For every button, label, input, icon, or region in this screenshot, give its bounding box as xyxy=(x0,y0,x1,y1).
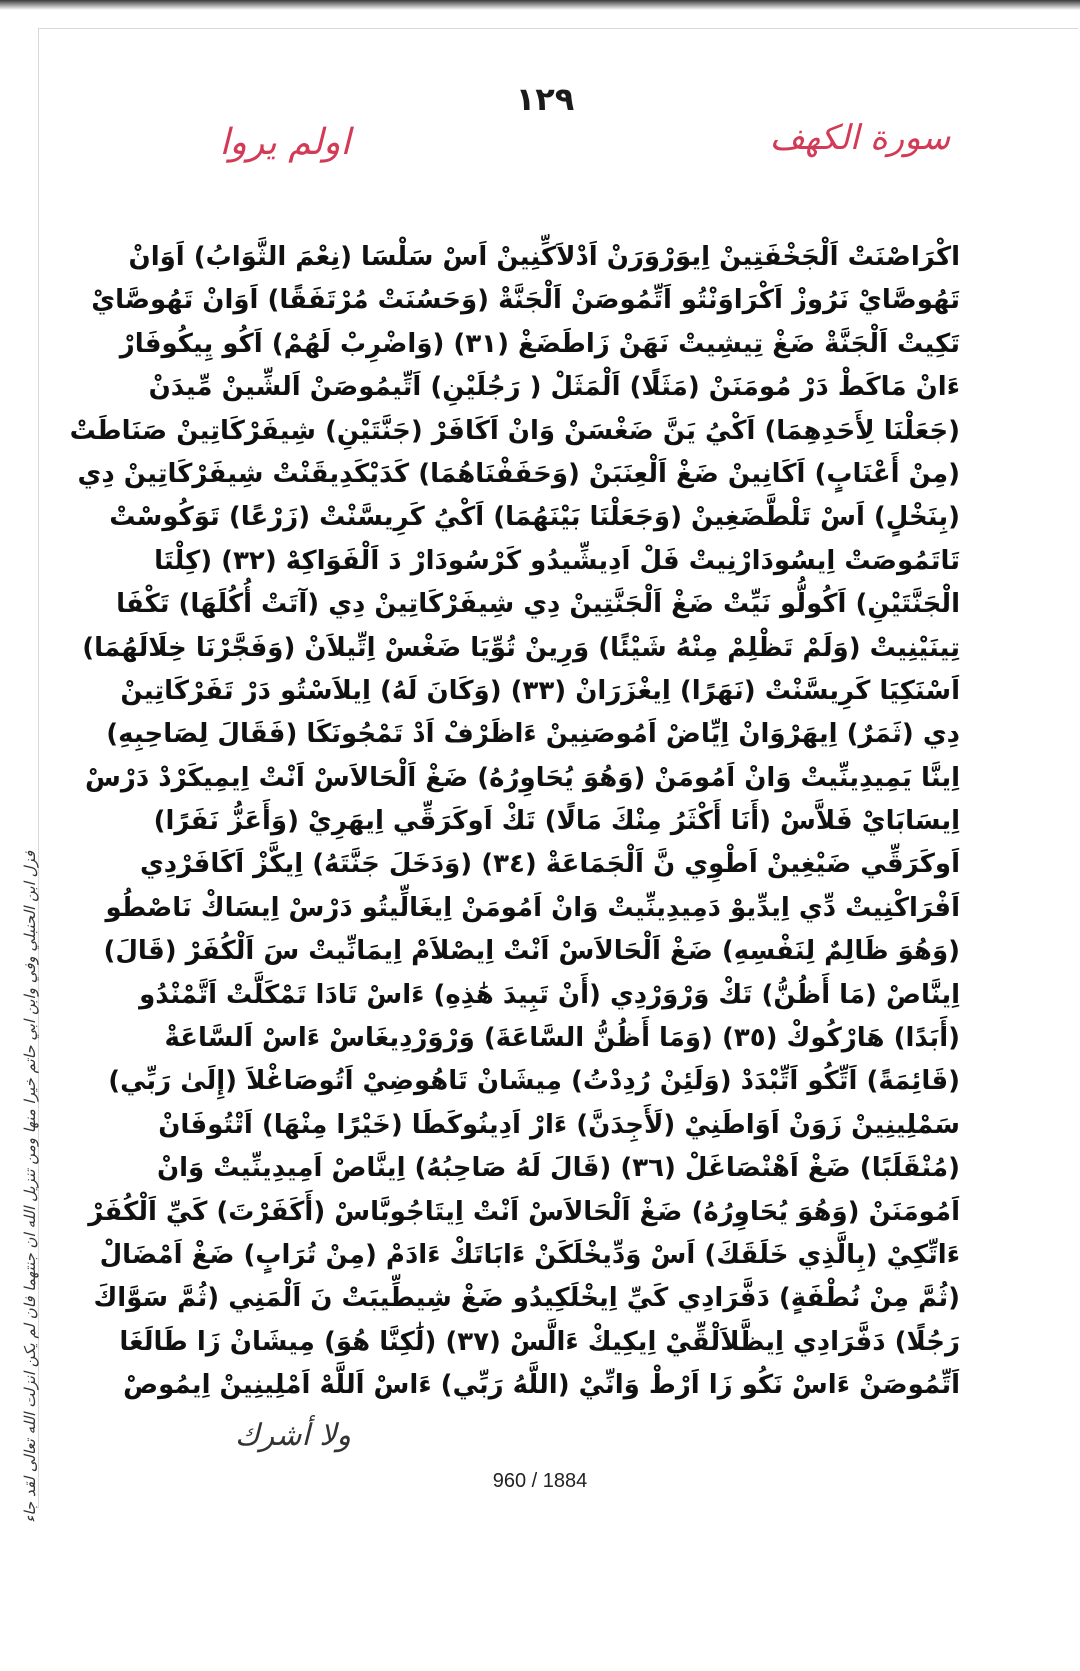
text-line: تَاتَمُوصَتْ اِيسُودَارْنِيتْ فَلْ اَدِيشِّيدُو كَرْسُودَارْ دَ اَلْفَوَاكِهْ (٣٢) (كِلْتَا xyxy=(154,545,960,576)
text-line: اَسْنَكِيَا كَرِيسَّنْتْ (نَهَرًا) اِيغْزَرَانْ (٣٣) (وَكَانَ لَهُ) اِيلاَسْتُو دَرْ تَفَرْكَاتِينْ xyxy=(120,675,960,706)
handwritten-margin-note: فزل ابن الحنبلي وفي وابن ابي حاتم خيرا منها ومن تنزيل الله ان جنتهما فان لم يكن انزلت الله تعالى لقد جاء xyxy=(21,851,39,1523)
text-line: اِينَّا يَمِيدِينِّيتْ وَانْ اَمُومَنْ (وَهُوَ يُحَاوِرُهُ) ضَغْ اَلْحَالاَسْ اَنْتْ اِيمِيكَرْدْ دَرْسْ xyxy=(84,762,960,793)
text-line: (مِنْ أَعْنَابٍ) اَكَانِينْ ضَغْ اَلْعِنَبَنْ (وَحَفَفْنَاهُمَا) كَدَيْكَدِيقَنْتْ شِيفَرْكَاتِينْ دِي xyxy=(77,458,960,489)
text-line: تَكِيتْ اَلْجَنَّةْ ضَغْ تِيشِيتْ نَهَنْ زَاطَضَغْ (٣١) (وَاضْرِبْ لَهُمْ) اَكُو يِيكُوفَارْ xyxy=(119,328,960,359)
text-line: سَمْلِينِينْ زَوَنْ اَوَاطَنِيْ (لَأَجِدَنَّ) ءَارْ اَدِينُوكَطَا (خَيْرًا مِنْهَا) اَتْتُوفَانْ xyxy=(158,1109,960,1140)
text-line: (ثُمَّ مِنْ نُطْفَةٍ) دَفَّرَادِي كَيِّ اِيخْلَكِيدُو ضَغْ شِيطِّيبَتْ نَ اَلْمَنِي (ثُمَّ سَوَّاكَ xyxy=(93,1283,960,1314)
text-line: (بِنَخْلٍ) اَسْ تَلْطَّضَغِينْ (وَجَعَلْنَا بَيْنَهُمَا) اَكْيُ كَرِيسَّنْتْ (زَرْعًا) تَوَكُوسْتْ xyxy=(109,502,960,533)
text-line: (جَعَلْنَا لِأَحَدِهِمَا) اَكْيُ يَنَّ ضَغْسَنْ وَانْ اَكَافَرْ (جَنَّتَيْنِ) شِيفَرْكَاتِينْ صَنَاطَتْ xyxy=(69,415,960,446)
manuscript-body xyxy=(69,236,960,1408)
text-line: اِينَّاصْ (مَا أَظُنُّ) تَكْ وَرْوَرْدِي (أَنْ تَبِيدَ هَٰذِهِ) ءَاسْ تَادَا تَمْكَلَّتْ اَتَّمْنْدُو xyxy=(139,979,960,1010)
text-line: اَفْرَاكْنِيتْ دِّي اِيدِّيوْ دَمِيدِينِّيتْ وَانْ اَمُومَنْ اِيغَالِّيتُو دَرْسْ اِيسَاكْ نَاصْطُو xyxy=(105,892,960,923)
text-line: (مُنْقَلَبًا) ضَغْ اَهْنْصَاغَلْ (٣٦) (قَالَ لَهُ صَاحِبُهُ) اِينَّاصْ اَمِيدِينِّيتْ وَانْ xyxy=(156,1153,960,1184)
text-line: رَجُلًا) دَفَّرَادِي اِيظَّلاَلْقِّيْ اِيكِيكْ ءَالَّسْ (٣٧) (لَٰكِنَّا هُوَ) مِيشَانْ زَا طَالَغَا xyxy=(119,1326,960,1357)
text-line: تَهُوصَّايْ نَرُوزْ اَكْرَاوَنْتُو اَتِّمُوصَنْ اَلْجَنَّةْ (وَحَسُنَتْ مُرْتَفَقًا) اَوَانْ تَهُوصَّايْ xyxy=(91,285,960,316)
page-number: ١٢٩ xyxy=(515,80,575,118)
text-line: اَوكَرَقِّي ضَيْغِينْ اَطْوِي نَّ اَلْجَمَاعَةْ (٣٤) (وَدَخَلَ جَنَّتَهُ) اِيكَّزْ اَكَافَرْدِي xyxy=(139,849,960,880)
page-edge-top xyxy=(38,28,1078,29)
text-line: (قَائِمَةً) اَتِّكُو اَتِّبْدَدْ (وَلَئِنْ رُدِدْتُ) مِيشَانْ تَاهُوضِيْ اَتُوصَاغْلاَ (إِلَىٰ رَبِّي) xyxy=(108,1066,960,1097)
text-line: تِينَيْنِيتْ (وَلَمْ تَظْلِمْ مِنْهُ شَيْئًا) وَرِينْ تُوِّيَا ضَغْسْ اِتِّيلاَنْ (وَفَجَّرْنَا خِلَالَهُمَا) xyxy=(82,632,960,663)
scan-shadow xyxy=(0,0,1080,10)
pagination-indicator: 960 / 1884 xyxy=(492,1470,588,1492)
text-line: (أَبَدًا) هَارْكُوكْ (٣٥) (وَمَا أَظُنُّ السَّاعَةَ) وَرْوَرْدِيغَاسْ ءَاسْ اَلسَّاعَةْ xyxy=(164,1023,960,1054)
text-line: اَتِّمُوصَنْ ءَاسْ نَكُو زَا اَرْطْ وَانِّيْ (اللَّهُ رَبِّي) ءَاسْ اَللَّهْ اَمْلِينِينْ اِيمُوصْ xyxy=(123,1370,960,1401)
text-line: الْجَنَّتَيْنِ) اَكُولُّو نَيِّتْ ضَغْ اَلْجَنَّتِينْ دِي شِيفَرْكَاتِينْ دِي (آتَتْ أُكُلَهَا) تَكْفَا xyxy=(116,589,960,620)
text-line: دِي (ثَمَرٌ) اِيهَرْوَانْ اِيِّاضْ اَمُوصَنِينْ ءَاظَرْفْ اَدْ تَمْجُونَكَا (فَقَالَ لِصَاحِبِهِ) xyxy=(106,719,960,750)
surah-name-annotation: سورة الكهف xyxy=(769,118,951,158)
text-line: ءَاتِّكِيْ (بِالَّذِي خَلَقَكَ) اَسْ وَدِّيخْلَكَنْ ءَابَاتَكْ ءَادَمْ (مِنْ تُرَابٍ) ضَغْ اَمْضَالْ xyxy=(99,1239,960,1270)
text-line: اَمُومَنَنْ (وَهُوَ يُحَاوِرُهُ) ضَغْ اَلْحَالاَسْ اَنْتْ اِيتَاجُوبَّاسْ (أَكَفَرْتَ) كَيِّ اَلْكُفَرْ xyxy=(88,1196,960,1227)
text-line: ءَانْ مَاكَطْ دَرْ مُومَنَنْ (مَثَلًا) اَلْمَثَلْ ( رَجُلَيْنِ) اَتِّيمُوصَنْ اَلشِّينْ مِّيدَنْ xyxy=(148,372,960,403)
text-line: (وَهُوَ ظَالِمٌ لِنَفْسِهِ) ضَغْ اَلْحَالاَسْ اَنْتْ اِيصْلاَمْ اِيمَانِّيتْ سَ اَلْكُفَرْ (قَالَ) xyxy=(103,936,960,967)
juz-name-annotation: اولم يروا xyxy=(219,122,351,163)
handwritten-margin-word: ولا أشرك xyxy=(235,1418,351,1453)
text-line: اِيسَابَايْ فَلاَّسْ (أَنَا أَكْثَرُ مِنْكَ مَالًا) تَكْ اَوكَرَقِّي اِيهَرِيْ (وَأَعَزُّ نَفَرًا) xyxy=(153,806,960,837)
text-line: اكْرَاصْنَتْ اَلْجَخْفَتِينْ اِيوَرْوَرَنْ اَدْلاَكِّنِينْ اَسْ سَلْسَا (نِعْمَ الثَّوَابُ) اَوَانْ xyxy=(128,242,960,272)
